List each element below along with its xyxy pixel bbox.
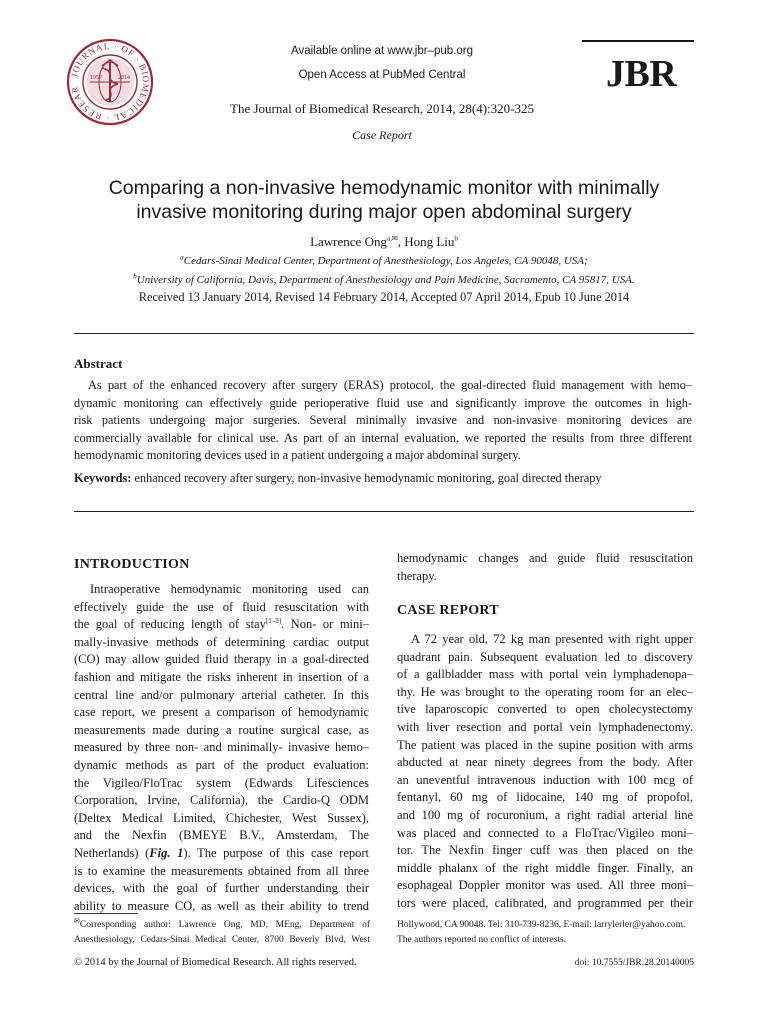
intro-line: devices, with the goal of further understanding their bbox=[74, 881, 369, 896]
intro-line: (Deltex Medical Limited, Chichester, West Sussex), bbox=[74, 810, 369, 825]
seal-graphic bbox=[66, 38, 154, 126]
affiliation-a-text: Cedars-Sinai Medical Center, Department of Anesthesiology, Los Angeles, CA 90048, USA; bbox=[183, 255, 588, 267]
intro-line: (CO) may allow guided fluid therapy in a goal-directed bbox=[74, 652, 369, 667]
article-title bbox=[34, 176, 734, 224]
available-online-link[interactable]: Available online at www.jbr–pub.org bbox=[291, 45, 473, 57]
intro-line: is to examine the measurements obtained from all three bbox=[74, 863, 369, 878]
intro-text: the goal of reducing length of stay bbox=[74, 617, 266, 632]
intro-line: ability to measure CO, as well as their ability to trend bbox=[74, 898, 369, 913]
open-access-label: Open Access at PubMed Central bbox=[298, 69, 466, 81]
abstract-heading: Abstract bbox=[74, 356, 123, 371]
case-report-body bbox=[397, 631, 693, 913]
intro-line: mally-invasive methods of determining cardiac output bbox=[74, 634, 369, 649]
seal-year-left: 1957 bbox=[90, 75, 102, 81]
cont-line: therapy. bbox=[397, 568, 437, 583]
intro-line: the Vigileo/FloTrac system (Edwards Lifesciences bbox=[74, 775, 369, 790]
intro-text: . Non- or mini– bbox=[281, 617, 369, 632]
intro-line: dynamic methods as part of the product evaluation: bbox=[74, 757, 369, 772]
case-line: tors were placed, calibrated, and programmed per their bbox=[397, 895, 693, 910]
footnote-line bbox=[74, 918, 370, 933]
footnote-text: Corresponding author: Lawrence Ong, MD, MEng, Department of bbox=[79, 920, 370, 930]
introduction-heading: INTRODUCTION bbox=[74, 557, 190, 572]
case-report-heading: CASE REPORT bbox=[397, 603, 499, 618]
case-line: The patient was placed in the supine position with arms bbox=[397, 737, 693, 752]
footnote-left bbox=[74, 918, 370, 948]
keywords-label: Keywords: bbox=[74, 471, 132, 485]
journal-seal-logo bbox=[66, 38, 154, 126]
author-2: , Hong Liu bbox=[397, 234, 455, 249]
intro-line: Corporation, Irvine, California), the Cardio-Q ODM bbox=[74, 793, 369, 808]
case-line: was placed and connected to a FloTrac/Vigileo moni– bbox=[397, 825, 693, 840]
abstract-line: hemodynamic monitoring devices used in a patient undergoing a major abdominal surgery. bbox=[74, 448, 521, 463]
intro-line: central line and/or pulmonary arterial catheter. In this bbox=[74, 687, 369, 702]
case-line: thy. He was brought to the operating room for an elec– bbox=[397, 684, 693, 699]
copyright: © 2014 by the Journal of Biomedical Research. All rights reserved. bbox=[74, 957, 357, 968]
abstract-line: risk patients undergoing major surgeries. Several minimally invasive and non-invasive monitoring devices are bbox=[74, 413, 692, 428]
title-line-2: invasive monitoring during major open abdominal surgery bbox=[136, 201, 632, 223]
affiliation-b-text: University of California, Davis, Department of Anesthesiology and Pain Medicine, Sacramento, CA 95817, USA. bbox=[136, 274, 635, 286]
abstract-body bbox=[74, 377, 692, 465]
author-2-affil: b bbox=[454, 234, 458, 243]
abstract-line: dynamic monitoring can effectively guide perioperative fluid use and significantly improve the outcomes in high- bbox=[74, 395, 692, 410]
footnote-line: Anesthesiology, Cedars-Sinai Medical Center, 8700 Beverly Blvd, West bbox=[74, 935, 370, 945]
affiliation-b-sup: b bbox=[133, 272, 137, 281]
intro-line: measurements made during a routine surgical case, as bbox=[74, 722, 369, 737]
case-line: of a gallbladder mass with portal vein lymphadenopa– bbox=[397, 667, 693, 682]
journal-citation: The Journal of Biomedical Research, 2014, 28(4):320-325 bbox=[230, 101, 534, 116]
keywords-text: enhanced recovery after surgery, non-invasive hemodynamic monitoring, goal directed therapy bbox=[131, 471, 602, 485]
intro-line: effectively guide the use of fluid resuscitation with bbox=[74, 599, 369, 614]
case-line: tor. The Nexfin finger cuff was then placed on the bbox=[397, 843, 693, 858]
case-line: abducted at near ninety degrees from the body. After bbox=[397, 755, 693, 770]
case-line: quadrant pain. Subsequent evaluation led to discovery bbox=[397, 649, 693, 664]
intro-text: Netherlands) ( bbox=[74, 845, 150, 860]
article-dates: Received 13 January 2014, Revised 14 February 2014, Accepted 07 April 2014, Epub 10 June 2014 bbox=[138, 290, 630, 304]
article-type: Case Report bbox=[352, 128, 412, 142]
logo-rule bbox=[582, 40, 694, 42]
case-line: esophageal Doppler monitor was used. All three moni– bbox=[397, 878, 693, 893]
seal-ring-text: JOURNAL · OF · BIOMEDICAL · RESEAR bbox=[69, 40, 152, 124]
intro-line: fashion and mitigate the risks inherent in insertion of a bbox=[74, 669, 369, 684]
intro-line: case report, we present a comparison of hemodynamic bbox=[74, 705, 369, 720]
footnote-right bbox=[397, 918, 697, 948]
case-line: tive laparoscopic converted to open cholecystectomy bbox=[397, 702, 693, 717]
title-line-1: Comparing a non-invasive hemodynamic monitor with minimally bbox=[108, 177, 660, 199]
cont-line: hemodynamic changes and guide fluid resuscitation bbox=[397, 551, 693, 565]
case-line: A 72 year old, 72 kg man presented with right upper bbox=[411, 632, 693, 646]
abstract-line: commercially available for clinical use. As part of an internal evaluation, we reported the results from three different bbox=[74, 430, 692, 445]
author-list bbox=[184, 234, 584, 250]
citation-ref[interactable]: [1–3] bbox=[265, 617, 282, 626]
case-line: and 100 mg of rocuronium, a right radial arterial line bbox=[397, 807, 693, 822]
figure-1-link[interactable]: Fig. 1 bbox=[149, 845, 184, 860]
jbr-logo: JBR bbox=[606, 53, 677, 95]
divider-top bbox=[74, 333, 694, 334]
affiliation-a bbox=[84, 255, 684, 267]
case-line: fentanyl, 60 mg of lidocaine, 140 mg of propofol, bbox=[397, 790, 693, 805]
envelope-icon: ✉ bbox=[74, 916, 80, 925]
intro-line: measured by three non- and minimally- invasive hemo– bbox=[74, 740, 369, 755]
author-1-affil: a, bbox=[386, 234, 392, 243]
abstract-line: As part of the enhanced recovery after surgery (ERAS) protocol, the goal-directed fluid management with hemo– bbox=[88, 378, 692, 392]
author-1: Lawrence Ong bbox=[310, 234, 387, 249]
intro-text: ). The purpose of this case report bbox=[183, 845, 369, 860]
seal-year-right: 2014 bbox=[118, 75, 130, 81]
keywords bbox=[74, 471, 694, 486]
intro-line bbox=[74, 616, 369, 634]
footnote-rule bbox=[74, 913, 138, 914]
affiliation-b bbox=[64, 274, 704, 286]
footnote-line: Hollywood, CA 90048. Tel: 310-739-8236, E-mail: larrylerler@yahoo.com. bbox=[397, 920, 686, 930]
intro-line: Intraoperative hemodynamic monitoring used can bbox=[90, 582, 369, 596]
footnote-line: The authors reported no conflict of interests. bbox=[397, 935, 567, 945]
intro-line: and the Nexfin (BMEYE B.V., Amsterdam, The bbox=[74, 828, 369, 843]
case-line: middle phalanx of the right middle finger. Finally, an bbox=[397, 860, 693, 875]
intro-line bbox=[74, 845, 369, 863]
right-column-continuation bbox=[397, 550, 693, 585]
introduction-body bbox=[74, 581, 369, 915]
case-line: an uneventful intravenous induction with 100 mcg of bbox=[397, 772, 693, 787]
affiliation-a-sup: a bbox=[180, 253, 184, 262]
doi-link[interactable]: doi: 10.7555/JBR.28.20140005 bbox=[574, 958, 694, 968]
case-line: with liver resection and portal vein lymphadenectomy. bbox=[397, 719, 693, 734]
envelope-icon: ✉ bbox=[391, 234, 398, 243]
divider-mid bbox=[74, 511, 694, 512]
